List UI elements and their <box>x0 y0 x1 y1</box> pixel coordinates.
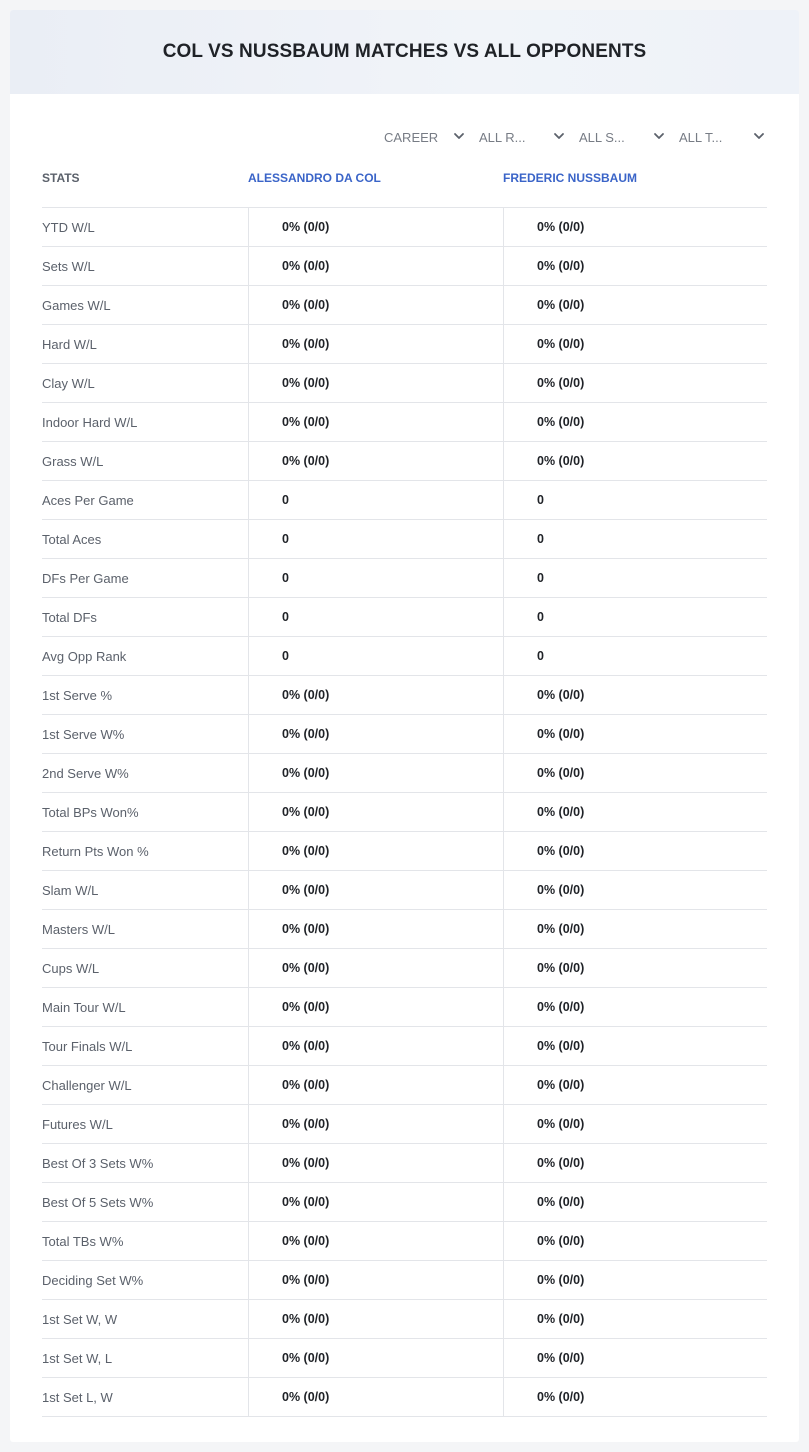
filter-label: ALL R... <box>479 129 526 145</box>
page-title: COL VS NUSSBAUM MATCHES VS ALL OPPONENTS <box>162 41 647 62</box>
table-row <box>42 286 767 325</box>
chevron-down-icon <box>753 130 765 142</box>
player2-value: 0 <box>503 559 767 597</box>
table-row <box>42 364 767 403</box>
table-row <box>42 910 767 949</box>
table-row <box>42 598 767 637</box>
player1-value: 0% (0/0) <box>248 247 503 285</box>
table-row <box>42 715 767 754</box>
stat-label: 1st Serve W% <box>42 726 125 742</box>
player2-value: 0% (0/0) <box>503 871 767 909</box>
table-row <box>42 1378 767 1417</box>
stat-label: 1st Serve % <box>42 687 113 703</box>
stat-label: DFs Per Game <box>42 570 129 586</box>
player2-value: 0% (0/0) <box>503 676 767 714</box>
player1-value: 0% (0/0) <box>248 793 503 831</box>
player1-value: 0% (0/0) <box>248 325 503 363</box>
player1-value: 0% (0/0) <box>248 754 503 792</box>
column-header-player1-link[interactable]: ALESSANDRO DA COL <box>248 171 381 185</box>
stat-label: Total DFs <box>42 609 97 625</box>
stat-label: Games W/L <box>42 297 111 313</box>
player2-value: 0 <box>503 598 767 636</box>
chevron-down-icon <box>553 130 565 142</box>
stat-label: Cups W/L <box>42 960 100 976</box>
player2-value: 0% (0/0) <box>503 832 767 870</box>
player1-value: 0% (0/0) <box>248 1027 503 1065</box>
stat-label: Tour Finals W/L <box>42 1038 133 1054</box>
player1-value: 0% (0/0) <box>248 871 503 909</box>
stat-label: Main Tour W/L <box>42 999 126 1015</box>
player1-value: 0% (0/0) <box>248 1183 503 1221</box>
stat-label: 1st Set L, W <box>42 1389 113 1405</box>
player2-value: 0% (0/0) <box>503 910 767 948</box>
stats-table <box>42 160 767 1417</box>
player1-value: 0 <box>248 637 503 675</box>
player2-value: 0% (0/0) <box>503 1378 767 1416</box>
table-row <box>42 1261 767 1300</box>
player2-value: 0% (0/0) <box>503 1027 767 1065</box>
table-row <box>42 793 767 832</box>
player1-value: 0 <box>248 520 503 558</box>
player1-value: 0% (0/0) <box>248 1144 503 1182</box>
stat-label: Slam W/L <box>42 882 99 898</box>
filter-surface-select[interactable] <box>579 127 665 147</box>
player2-value: 0 <box>503 637 767 675</box>
player2-value: 0% (0/0) <box>503 1105 767 1143</box>
player2-value: 0% (0/0) <box>503 1339 767 1377</box>
table-row <box>42 1105 767 1144</box>
filter-label: ALL S... <box>579 129 625 145</box>
player2-value: 0% (0/0) <box>503 1144 767 1182</box>
stat-label: Return Pts Won % <box>42 843 149 859</box>
player1-value: 0% (0/0) <box>248 988 503 1026</box>
player1-value: 0% (0/0) <box>248 949 503 987</box>
player1-value: 0% (0/0) <box>248 715 503 753</box>
table-row <box>42 1222 767 1261</box>
table-row <box>42 208 767 247</box>
stat-label: 1st Set W, W <box>42 1311 118 1327</box>
player2-value: 0% (0/0) <box>503 403 767 441</box>
stat-label: Total BPs Won% <box>42 804 139 820</box>
player1-value: 0% (0/0) <box>248 208 503 246</box>
player1-value: 0 <box>248 559 503 597</box>
filter-label: CAREER <box>384 129 439 145</box>
table-row <box>42 559 767 598</box>
column-header-player2-link[interactable]: FREDERIC NUSSBAUM <box>503 171 638 185</box>
player1-value: 0% (0/0) <box>248 1105 503 1143</box>
player2-value: 0% (0/0) <box>503 988 767 1026</box>
stat-label: 2nd Serve W% <box>42 765 129 781</box>
table-row <box>42 1066 767 1105</box>
player1-value: 0% (0/0) <box>248 403 503 441</box>
table-row <box>42 1339 767 1378</box>
player2-value: 0% (0/0) <box>503 1183 767 1221</box>
player2-value: 0% (0/0) <box>503 247 767 285</box>
chevron-down-icon <box>453 130 465 142</box>
table-row <box>42 1300 767 1339</box>
player2-value: 0% (0/0) <box>503 715 767 753</box>
table-row <box>42 1183 767 1222</box>
player2-value: 0% (0/0) <box>503 793 767 831</box>
player1-value: 0% (0/0) <box>248 1222 503 1260</box>
table-row <box>42 481 767 520</box>
player2-value: 0% (0/0) <box>503 325 767 363</box>
stat-label: Hard W/L <box>42 336 97 352</box>
stat-label: Sets W/L <box>42 258 95 274</box>
stat-label: 1st Set W, L <box>42 1350 113 1366</box>
table-row <box>42 325 767 364</box>
filter-round-select[interactable] <box>479 127 565 147</box>
player2-value: 0% (0/0) <box>503 754 767 792</box>
stat-label: Futures W/L <box>42 1116 113 1132</box>
filter-bar <box>10 127 799 147</box>
player1-value: 0% (0/0) <box>248 832 503 870</box>
player2-value: 0% (0/0) <box>503 949 767 987</box>
player1-value: 0% (0/0) <box>248 364 503 402</box>
stats-card <box>10 10 799 1442</box>
table-row <box>42 871 767 910</box>
table-row <box>42 520 767 559</box>
table-row <box>42 442 767 481</box>
player2-value: 0% (0/0) <box>503 364 767 402</box>
player2-value: 0 <box>503 520 767 558</box>
player1-value: 0% (0/0) <box>248 1261 503 1299</box>
chevron-down-icon <box>653 130 665 142</box>
player2-value: 0 <box>503 481 767 519</box>
table-body <box>42 208 767 1417</box>
table-row <box>42 754 767 793</box>
filter-period-select[interactable] <box>384 127 465 147</box>
player1-value: 0% (0/0) <box>248 442 503 480</box>
stat-label: Total Aces <box>42 531 102 547</box>
column-header-stats: STATS <box>42 171 80 185</box>
player2-value: 0% (0/0) <box>503 442 767 480</box>
stat-label: Clay W/L <box>42 375 95 391</box>
player2-value: 0% (0/0) <box>503 286 767 324</box>
player2-value: 0% (0/0) <box>503 1261 767 1299</box>
player1-value: 0% (0/0) <box>248 1339 503 1377</box>
stat-label: Best Of 3 Sets W% <box>42 1155 154 1171</box>
player2-value: 0% (0/0) <box>503 1222 767 1260</box>
stat-label: Indoor Hard W/L <box>42 414 138 430</box>
table-row <box>42 1027 767 1066</box>
stat-label: Avg Opp Rank <box>42 648 127 664</box>
stat-label: Total TBs W% <box>42 1233 124 1249</box>
stat-label: Deciding Set W% <box>42 1272 144 1288</box>
filter-label: ALL T... <box>679 129 723 145</box>
player2-value: 0% (0/0) <box>503 1300 767 1338</box>
stat-label: Aces Per Game <box>42 492 134 508</box>
stat-label: YTD W/L <box>42 219 95 235</box>
table-header <box>42 160 767 208</box>
table-row <box>42 988 767 1027</box>
table-row <box>42 637 767 676</box>
table-row <box>42 676 767 715</box>
table-row <box>42 1144 767 1183</box>
table-row <box>42 832 767 871</box>
card-header <box>10 10 799 94</box>
stat-label: Masters W/L <box>42 921 115 937</box>
player1-value: 0% (0/0) <box>248 676 503 714</box>
player1-value: 0% (0/0) <box>248 286 503 324</box>
player1-value: 0% (0/0) <box>248 1300 503 1338</box>
player1-value: 0% (0/0) <box>248 910 503 948</box>
player1-value: 0% (0/0) <box>248 1378 503 1416</box>
player1-value: 0% (0/0) <box>248 1066 503 1104</box>
stat-label: Best Of 5 Sets W% <box>42 1194 154 1210</box>
player1-value: 0 <box>248 481 503 519</box>
filter-tournament-select[interactable] <box>679 127 765 147</box>
player1-value: 0 <box>248 598 503 636</box>
stat-label: Challenger W/L <box>42 1077 132 1093</box>
table-row <box>42 403 767 442</box>
stat-label: Grass W/L <box>42 453 104 469</box>
table-row <box>42 247 767 286</box>
table-row <box>42 949 767 988</box>
player2-value: 0% (0/0) <box>503 208 767 246</box>
player2-value: 0% (0/0) <box>503 1066 767 1104</box>
